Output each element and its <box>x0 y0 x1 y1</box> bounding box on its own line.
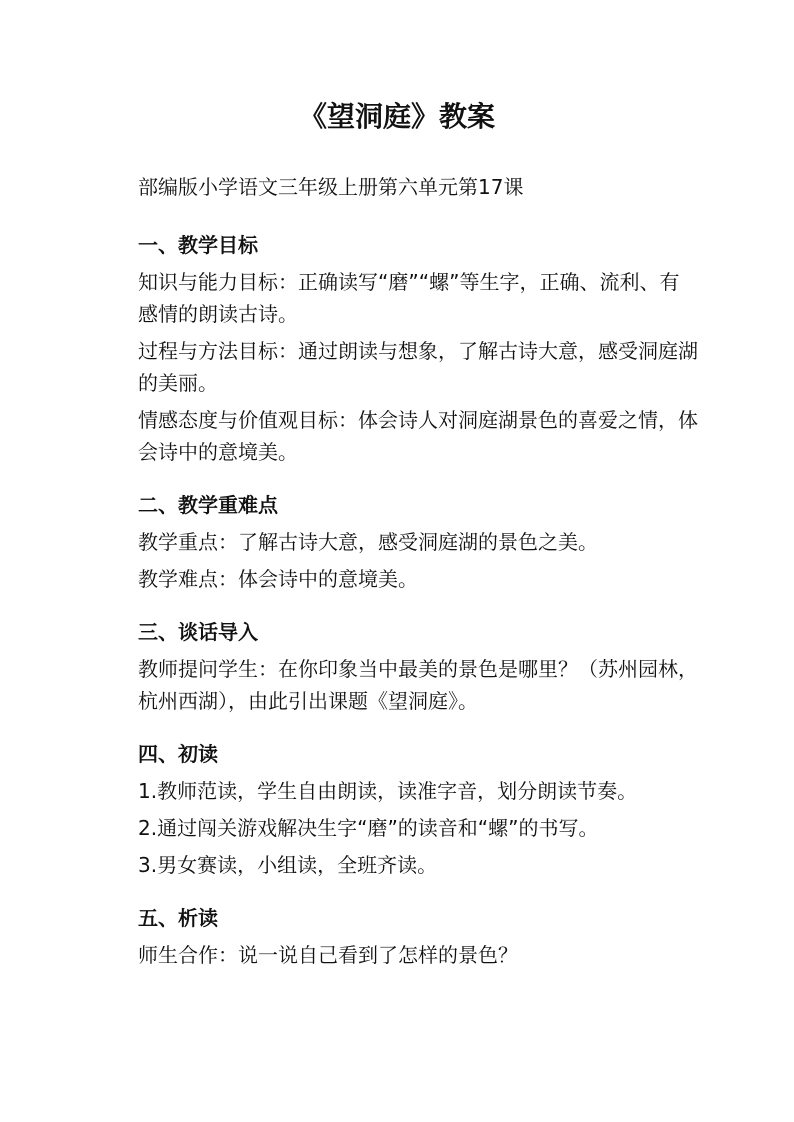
paragraph: 过程与方法目标：通过朗读与想象，了解古诗大意，感受洞庭湖的美丽。 <box>138 339 698 395</box>
paragraph: 师生合作：说一说自己看到了怎样的景色？ <box>138 943 518 967</box>
paragraph: 3.男女赛读，小组读，全班齐读。 <box>138 853 438 877</box>
section-heading: 五、析读 <box>138 906 218 930</box>
paragraph: 教学难点：体会诗中的意境美。 <box>138 567 418 591</box>
paragraph: 教师提问学生：在你印象当中最美的景色是哪里？（苏州园林，杭州西湖），由此引出课题《望洞庭》。 <box>138 657 698 713</box>
paragraph: 情感态度与价值观目标：体会诗人对洞庭湖景色的喜爱之情，体会诗中的意境美。 <box>138 408 698 464</box>
section-first-reading <box>138 739 698 881</box>
section-key-difficult-points <box>138 490 698 595</box>
section-analysis-reading <box>138 903 698 971</box>
paragraph: 教学重点：了解古诗大意，感受洞庭湖的景色之美。 <box>138 530 598 554</box>
section-heading: 三、谈话导入 <box>138 620 258 644</box>
paragraph: 知识与能力目标：正确读写“磨”“螺”等生字，正确、流利、有感情的朗读古诗。 <box>138 270 680 326</box>
document-title: 《望洞庭》教案 <box>298 100 495 133</box>
section-heading: 一、教学目标 <box>138 233 258 257</box>
section-introduction <box>138 617 698 717</box>
section-heading: 四、初读 <box>138 742 218 766</box>
document-body <box>138 230 698 993</box>
document-subtitle: 部编版小学语文三年级上册第六单元第17课 <box>138 175 524 199</box>
paragraph: 1.教师范读，学生自由朗读，读准字音，划分朗读节奏。 <box>138 779 638 803</box>
paragraph: 2.通过闯关游戏解决生字“磨”的读音和“螺”的书写。 <box>138 816 599 840</box>
section-teaching-goals <box>138 230 698 468</box>
section-heading: 二、教学重难点 <box>138 493 278 517</box>
